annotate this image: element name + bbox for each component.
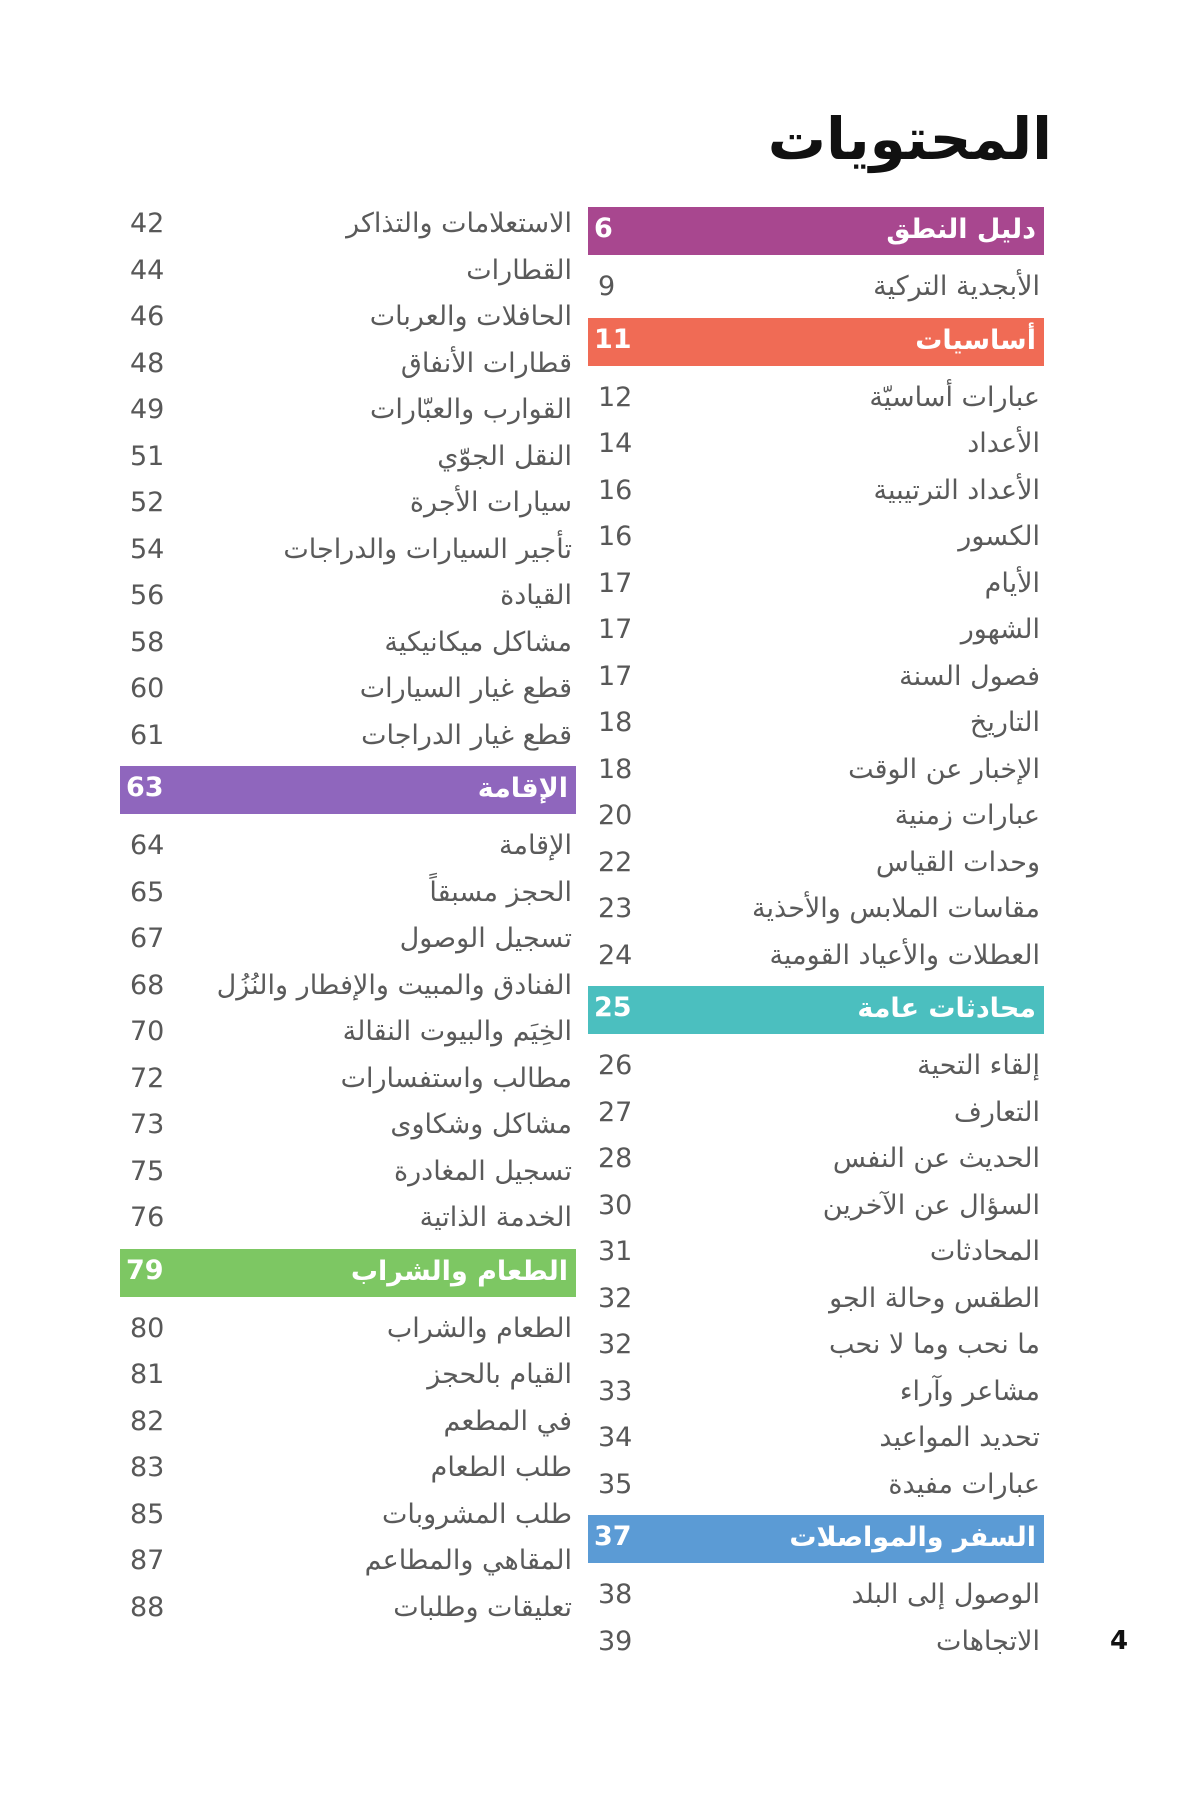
entry-title: الشهور [960, 614, 1040, 645]
entry-title: في المطعم [443, 1405, 572, 1437]
entry-title: تعليقات وطلبات [393, 1591, 572, 1623]
entry-page-number: 56 [130, 580, 165, 611]
entry-title: المحادثات [929, 1236, 1040, 1267]
section-header[interactable] [588, 318, 1044, 366]
toc-entry[interactable] [588, 420, 1044, 467]
toc-entry[interactable] [120, 1491, 576, 1538]
toc-entry[interactable] [588, 1228, 1044, 1275]
toc-entry[interactable] [120, 293, 576, 340]
toc-entry[interactable] [588, 560, 1044, 607]
entry-page-number: 12 [598, 381, 633, 413]
toc-entry[interactable] [588, 1182, 1044, 1229]
entry-title: تحديد المواعيد [879, 1422, 1040, 1453]
entry-page-number: 73 [130, 1109, 165, 1140]
entry-title: عبارات مفيدة [888, 1468, 1040, 1500]
toc-entry[interactable] [120, 386, 576, 433]
section-title: السفر والمواصلات [789, 1522, 1036, 1553]
toc-entry[interactable] [120, 200, 576, 247]
entry-title: قطارات الأنفاق [400, 347, 572, 379]
toc-entry[interactable] [588, 263, 1044, 310]
entry-title: إلقاء التحية [917, 1050, 1040, 1081]
toc-entry[interactable] [588, 1414, 1044, 1461]
entry-page-number: 51 [130, 440, 165, 472]
toc-entry[interactable] [120, 1584, 576, 1631]
toc-entry[interactable] [588, 1089, 1044, 1136]
entry-page-number: 52 [130, 487, 165, 518]
entry-title: الأبجدية التركية [873, 271, 1040, 302]
toc-entry[interactable] [120, 665, 576, 712]
section-title: أساسيات [915, 324, 1036, 356]
toc-entry[interactable] [120, 247, 576, 294]
toc-entry[interactable] [120, 869, 576, 916]
entry-page-number: 72 [130, 1062, 165, 1094]
toc-entry[interactable] [588, 746, 1044, 793]
entry-title: عبارات أساسيّة [869, 381, 1040, 413]
entry-title: الإقامة [499, 830, 572, 861]
entry-page-number: 49 [130, 394, 165, 425]
toc-entry[interactable] [588, 1135, 1044, 1182]
entry-page-number: 18 [598, 753, 633, 785]
toc-entry[interactable] [120, 712, 576, 759]
entry-title: الخِيَم والبيوت النقالة [342, 1016, 572, 1047]
entry-page-number: 24 [598, 939, 633, 971]
entry-title: القيام بالحجز [427, 1359, 572, 1390]
entry-title: الحافلات والعربات [369, 301, 572, 332]
toc-entry[interactable] [120, 1194, 576, 1241]
entry-title: الاتجاهات [936, 1625, 1040, 1657]
entry-page-number: 27 [598, 1096, 633, 1128]
entry-page-number: 88 [130, 1591, 165, 1623]
entry-page-number: 28 [598, 1143, 633, 1174]
entry-page-number: 32 [598, 1329, 633, 1360]
toc-entry[interactable] [588, 653, 1044, 700]
section-header[interactable] [120, 766, 576, 814]
entry-page-number: 17 [598, 614, 633, 645]
section-title: محادثات عامة [857, 993, 1036, 1024]
entry-page-number: 80 [130, 1312, 165, 1344]
entry-page-number: 82 [130, 1405, 165, 1437]
entry-page-number: 20 [598, 800, 633, 831]
section-page-number: 37 [594, 1521, 632, 1552]
entry-page-number: 26 [598, 1050, 633, 1081]
entry-page-number: 46 [130, 301, 165, 332]
toc-entry[interactable] [588, 1275, 1044, 1322]
entry-title: مشاكل وشكاوى [390, 1109, 572, 1140]
entry-page-number: 38 [598, 1579, 633, 1610]
toc-entry[interactable] [588, 606, 1044, 653]
entry-page-number: 39 [598, 1625, 633, 1657]
entry-page-number: 83 [130, 1452, 165, 1483]
entry-title: الحديث عن النفس [832, 1143, 1040, 1174]
entry-title: العطلات والأعياد القومية [769, 939, 1040, 971]
entry-page-number: 17 [598, 567, 633, 599]
entry-title: تأجير السيارات والدراجات [283, 533, 572, 565]
entry-page-number: 68 [130, 969, 165, 1001]
entry-title: الخدمة الذاتية [419, 1202, 572, 1233]
entry-title: السؤال عن الآخرين [822, 1189, 1040, 1221]
toc-entry[interactable] [120, 822, 576, 869]
entry-title: القوارب والعبّارات [370, 394, 572, 425]
section-page-number: 6 [594, 213, 613, 244]
entry-title: القيادة [500, 580, 572, 611]
entry-page-number: 18 [598, 707, 633, 738]
entry-title: قطع غيار الدراجات [361, 719, 572, 751]
section-header[interactable] [588, 207, 1044, 255]
toc-entry[interactable] [120, 915, 576, 962]
entry-title: الوصول إلى البلد [851, 1579, 1040, 1610]
toc-entry[interactable] [588, 885, 1044, 932]
toc-entry[interactable] [120, 433, 576, 480]
entry-page-number: 14 [598, 428, 633, 459]
entry-page-number: 81 [130, 1359, 165, 1390]
toc-entry[interactable] [120, 479, 576, 526]
entry-page-number: 70 [130, 1016, 165, 1047]
entry-page-number: 16 [598, 521, 633, 552]
section-page-number: 79 [126, 1254, 164, 1286]
toc-entry[interactable] [120, 1055, 576, 1102]
page-title: المحتويات [767, 105, 1052, 173]
toc-entry[interactable] [588, 1461, 1044, 1508]
entry-title: سيارات الأجرة [409, 487, 572, 518]
section-title: الطعام والشراب [350, 1255, 568, 1287]
toc-entry[interactable] [120, 962, 576, 1009]
toc-entry[interactable] [120, 1305, 576, 1352]
entry-page-number: 33 [598, 1375, 633, 1407]
entry-title: الاستعلامات والتذاكر [346, 208, 572, 239]
toc-entry[interactable] [120, 1148, 576, 1195]
entry-title: الإخبار عن الوقت [848, 753, 1040, 785]
page-number: 4 [1110, 1626, 1129, 1656]
entry-page-number: 32 [598, 1282, 633, 1314]
entry-title: التاريخ [969, 707, 1040, 738]
entry-page-number: 30 [598, 1189, 633, 1221]
entry-title: مشاعر وآراء [899, 1375, 1040, 1407]
toc-entry[interactable] [588, 1571, 1044, 1618]
entry-page-number: 76 [130, 1202, 165, 1233]
entry-page-number: 35 [598, 1468, 633, 1500]
entry-page-number: 64 [130, 830, 165, 861]
toc-entry[interactable] [120, 526, 576, 573]
toc-entry[interactable] [588, 1368, 1044, 1415]
entry-page-number: 16 [598, 474, 633, 506]
toc-entry[interactable] [120, 1008, 576, 1055]
entry-title: قطع غيار السيارات [359, 673, 572, 704]
entry-title: مطالب واستفسارات [340, 1062, 572, 1094]
entry-title: الحجز مسبقاً [429, 876, 572, 908]
entry-page-number: 60 [130, 673, 165, 704]
entry-page-number: 17 [598, 660, 633, 692]
toc-entry[interactable] [120, 340, 576, 387]
entry-page-number: 48 [130, 347, 165, 379]
section-header[interactable] [120, 1249, 576, 1297]
entry-title: الفنادق والمبيت والإفطار والنُزُل [216, 969, 572, 1001]
entry-page-number: 23 [598, 893, 633, 924]
toc-entry[interactable] [588, 1042, 1044, 1089]
entry-page-number: 61 [130, 719, 165, 751]
toc-entry[interactable] [120, 1444, 576, 1491]
entry-title: مقاسات الملابس والأحذية [752, 893, 1040, 924]
entry-page-number: 87 [130, 1545, 165, 1576]
entry-title: تسجيل المغادرة [393, 1155, 572, 1187]
toc-entry[interactable] [588, 839, 1044, 886]
entry-title: الطقس وحالة الجو [829, 1282, 1040, 1314]
toc-entry[interactable] [120, 619, 576, 666]
entry-title: الأعداد الترتيبية [873, 474, 1040, 506]
section-page-number: 25 [594, 992, 632, 1023]
entry-title: عبارات زمنية [894, 800, 1040, 831]
toc-entry[interactable] [588, 1618, 1044, 1665]
section-header[interactable] [588, 1515, 1044, 1563]
toc-right-column [588, 207, 1044, 1664]
entry-page-number: 85 [130, 1498, 165, 1530]
entry-title: النقل الجوّي [437, 440, 572, 472]
toc-entry[interactable] [588, 467, 1044, 514]
toc-entry[interactable] [588, 932, 1044, 979]
toc-entry[interactable] [588, 792, 1044, 839]
toc-entry[interactable] [120, 572, 576, 619]
entry-page-number: 9 [598, 271, 616, 302]
entry-title: مشاكل ميكانيكية [384, 626, 572, 658]
entry-title: الطعام والشراب [386, 1312, 572, 1344]
entry-title: تسجيل الوصول [399, 923, 572, 954]
section-title: الإقامة [477, 773, 568, 804]
entry-title: طلب المشروبات [381, 1498, 572, 1530]
section-title: دليل النطق [886, 214, 1036, 245]
entry-page-number: 44 [130, 254, 165, 286]
entry-page-number: 34 [598, 1422, 633, 1453]
entry-title: القطارات [466, 254, 572, 286]
toc-entry[interactable] [120, 1351, 576, 1398]
entry-page-number: 42 [130, 208, 165, 239]
entry-page-number: 75 [130, 1155, 165, 1187]
entry-page-number: 22 [598, 846, 633, 878]
entry-page-number: 58 [130, 626, 165, 658]
toc-entry[interactable] [588, 374, 1044, 421]
section-header[interactable] [588, 986, 1044, 1034]
entry-title: الأعداد [967, 428, 1040, 459]
entry-page-number: 65 [130, 876, 165, 908]
entry-title: ما نحب وما لا نحب [828, 1329, 1040, 1360]
section-page-number: 11 [594, 323, 632, 355]
toc-left-column [120, 200, 576, 1630]
entry-title: فصول السنة [899, 660, 1040, 692]
toc-entry[interactable] [120, 1398, 576, 1445]
entry-page-number: 67 [130, 923, 165, 954]
entry-page-number: 54 [130, 533, 165, 565]
entry-title: المقاهي والمطاعم [364, 1545, 572, 1576]
entry-title: الأيام [984, 567, 1040, 599]
entry-title: طلب الطعام [430, 1452, 572, 1483]
toc-entry[interactable] [588, 1321, 1044, 1368]
entry-title: الكسور [958, 521, 1040, 552]
entry-page-number: 31 [598, 1236, 633, 1267]
section-page-number: 63 [126, 772, 164, 803]
entry-title: وحدات القياس [875, 846, 1040, 878]
toc-entry[interactable] [588, 699, 1044, 746]
toc-entry[interactable] [588, 513, 1044, 560]
toc-entry[interactable] [120, 1101, 576, 1148]
entry-title: التعارف [953, 1096, 1040, 1128]
toc-entry[interactable] [120, 1537, 576, 1584]
